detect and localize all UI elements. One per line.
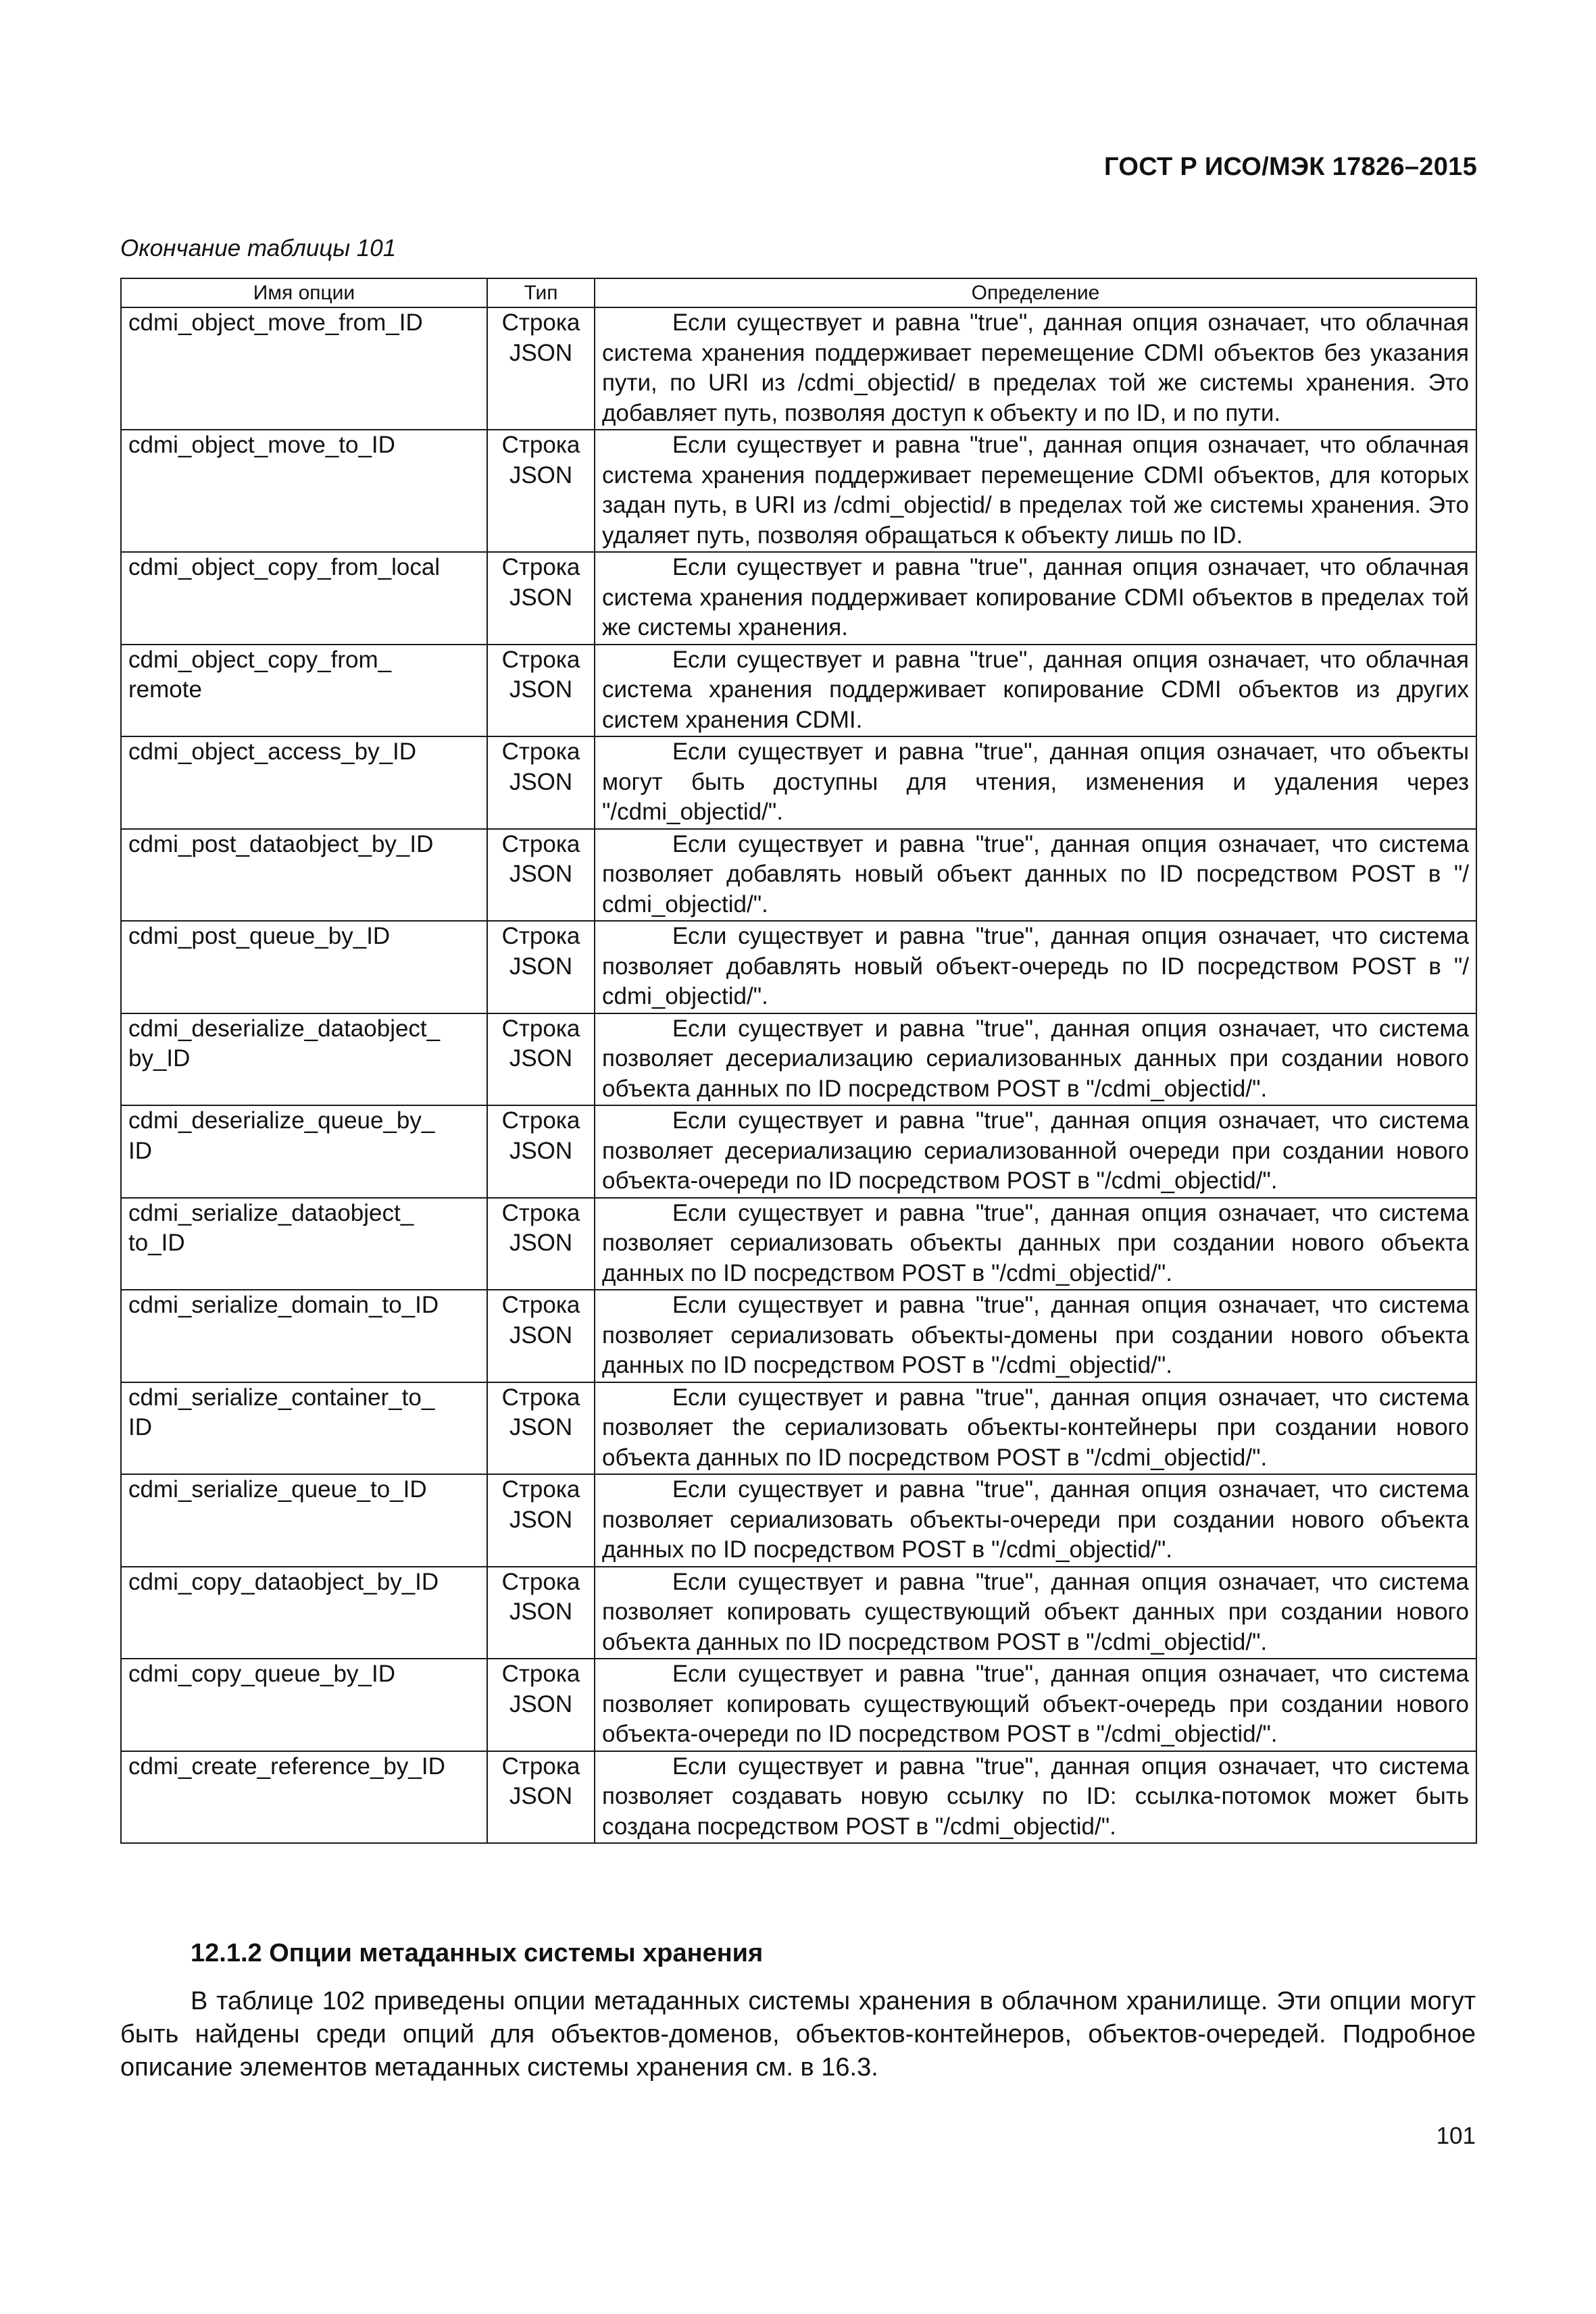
option-definition: Если существует и равна "true", данная опция означает, что облачная система хранения поддерживает перемещение CDMI объектов, для которых задан путь, в URI из /cdmi_objectid/ в пределах той же системы хранения. Это удаляет путь, позволяя обращаться к объекту лишь по ID. bbox=[595, 430, 1476, 552]
table-row bbox=[121, 1659, 1476, 1751]
table-row bbox=[121, 829, 1476, 922]
table-header-row bbox=[121, 278, 1476, 307]
option-type: Строка JSON bbox=[487, 1751, 595, 1844]
body-paragraph: В таблице 102 приведены опции метаданных системы хранения в облачном хранилище. Эти опции могут быть найдены среди опций для объектов-доменов, объектов-контейнеров, объектов-очередей. Подробное описание элементов метаданных системы хранения см. в 16.3. bbox=[120, 1987, 1476, 2082]
option-type: Строка JSON bbox=[487, 1382, 595, 1475]
option-name: cdmi_deserialize_dataobject_ by_ID bbox=[121, 1013, 487, 1106]
column-header-definition: Определение bbox=[595, 278, 1476, 307]
standard-designation: ГОСТ Р ИСО/МЭК 17826–2015 bbox=[1104, 153, 1477, 181]
option-type: Строка JSON bbox=[487, 430, 595, 552]
option-definition: Если существует и равна "true", данная опция означает, что система позволяет добавлять новый объект-очередь по ID посредством POST в "/ cdmi_objectid/". bbox=[595, 921, 1476, 1013]
option-type: Строка JSON bbox=[487, 645, 595, 737]
option-name: cdmi_copy_dataobject_by_ID bbox=[121, 1567, 487, 1659]
table-row bbox=[121, 736, 1476, 829]
table-row bbox=[121, 1105, 1476, 1198]
option-type: Строка JSON bbox=[487, 1659, 595, 1751]
option-type: Строка JSON bbox=[487, 1105, 595, 1198]
option-name: cdmi_object_access_by_ID bbox=[121, 736, 487, 829]
table-row bbox=[121, 1382, 1476, 1475]
option-definition: Если существует и равна "true", данная опция означает, что система позволяет сериализовать объекты-домены при создании нового объекта данных по ID посредством POST в "/cdmi_objectid/". bbox=[595, 1290, 1476, 1382]
option-definition: Если существует и равна "true", данная опция означает, что облачная система хранения поддерживает копирование CDMI объектов в пределах той же системы хранения. bbox=[595, 552, 1476, 645]
option-definition: Если существует и равна "true", данная опция означает, что система позволяет создавать новую ссылку по ID: ссылка-потомок может быть создана посредством POST в "/cdmi_objectid/". bbox=[595, 1751, 1476, 1844]
option-name: cdmi_object_copy_from_local bbox=[121, 552, 487, 645]
page-number: 101 bbox=[1436, 2123, 1476, 2149]
option-definition: Если существует и равна "true", данная опция означает, что система позволяет the сериализовать объекты-контейнеры при создании нового объекта данных по ID посредством POST в "/cdmi_objectid/". bbox=[595, 1382, 1476, 1475]
option-type: Строка JSON bbox=[487, 1198, 595, 1290]
option-type: Строка JSON bbox=[487, 1013, 595, 1106]
option-definition: Если существует и равна "true", данная опция означает, что система позволяет копировать существующий объект данных при создании нового объекта данных по ID посредством POST в "/cdmi_objectid/". bbox=[595, 1567, 1476, 1659]
option-name: cdmi_post_queue_by_ID bbox=[121, 921, 487, 1013]
table-row bbox=[121, 307, 1476, 430]
table-row bbox=[121, 1290, 1476, 1382]
option-definition: Если существует и равна "true", данная опция означает, что объекты могут быть доступны для чтения, изменения и удаления через "/cdmi_objectid/". bbox=[595, 736, 1476, 829]
option-name: cdmi_create_reference_by_ID bbox=[121, 1751, 487, 1844]
option-type: Строка JSON bbox=[487, 829, 595, 922]
option-type: Строка JSON bbox=[487, 921, 595, 1013]
option-definition: Если существует и равна "true", данная опция означает, что облачная система хранения поддерживает копирование CDMI объектов из других систем хранения CDMI. bbox=[595, 645, 1476, 737]
column-header-type: Тип bbox=[487, 278, 595, 307]
option-definition: Если существует и равна "true", данная опция означает, что система позволяет сериализовать объекты-очереди при создании нового объекта данных по ID посредством POST в "/cdmi_objectid/". bbox=[595, 1474, 1476, 1567]
column-header-name: Имя опции bbox=[121, 278, 487, 307]
options-table bbox=[120, 278, 1477, 1844]
option-definition: Если существует и равна "true", данная опция означает, что система позволяет добавлять новый объект данных по ID посредством POST в "/ cdmi_objectid/". bbox=[595, 829, 1476, 922]
option-name: cdmi_object_move_to_ID bbox=[121, 430, 487, 552]
table-row bbox=[121, 430, 1476, 552]
option-type: Строка JSON bbox=[487, 552, 595, 645]
table-caption: Окончание таблицы 101 bbox=[120, 235, 397, 261]
table-row bbox=[121, 1474, 1476, 1567]
option-name: cdmi_object_copy_from_ remote bbox=[121, 645, 487, 737]
option-type: Строка JSON bbox=[487, 736, 595, 829]
option-name: cdmi_serialize_dataobject_ to_ID bbox=[121, 1198, 487, 1290]
option-definition: Если существует и равна "true", данная опция означает, что система позволяет десериализацию сериализованных данных при создании нового объекта данных по ID посредством POST в "/cdmi_objectid/". bbox=[595, 1013, 1476, 1106]
option-type: Строка JSON bbox=[487, 1290, 595, 1382]
table-row bbox=[121, 552, 1476, 645]
option-name: cdmi_copy_queue_by_ID bbox=[121, 1659, 487, 1751]
table-row bbox=[121, 645, 1476, 737]
option-type: Строка JSON bbox=[487, 1474, 595, 1567]
section-heading: 12.1.2 Опции метаданных системы хранения bbox=[191, 1939, 764, 1967]
table-row bbox=[121, 1198, 1476, 1290]
option-definition: Если существует и равна "true", данная опция означает, что система позволяет сериализовать объекты данных при создании нового объекта данных по ID посредством POST в "/cdmi_objectid/". bbox=[595, 1198, 1476, 1290]
option-name: cdmi_object_move_from_ID bbox=[121, 307, 487, 430]
option-definition: Если существует и равна "true", данная опция означает, что система позволяет копировать существующий объект-очередь при создании нового объекта-очереди по ID посредством POST в "/cdmi_objectid/". bbox=[595, 1659, 1476, 1751]
option-name: cdmi_serialize_queue_to_ID bbox=[121, 1474, 487, 1567]
option-name: cdmi_serialize_domain_to_ID bbox=[121, 1290, 487, 1382]
option-type: Строка JSON bbox=[487, 307, 595, 430]
option-definition: Если существует и равна "true", данная опция означает, что облачная система хранения поддерживает перемещение CDMI объектов без указания пути, по URI из /cdmi_objectid/ в пределах той же системы хранения. Это добавляет путь, позволяя доступ к объекту и по ID, и по пути. bbox=[595, 307, 1476, 430]
option-name: cdmi_post_dataobject_by_ID bbox=[121, 829, 487, 922]
option-type: Строка JSON bbox=[487, 1567, 595, 1659]
option-name: cdmi_serialize_container_to_ ID bbox=[121, 1382, 487, 1475]
table-row bbox=[121, 921, 1476, 1013]
table-row bbox=[121, 1013, 1476, 1106]
option-definition: Если существует и равна "true", данная опция означает, что система позволяет десериализацию сериализованной очереди при создании нового объекта-очереди по ID посредством POST в "/cdmi_objectid/". bbox=[595, 1105, 1476, 1198]
option-name: cdmi_deserialize_queue_by_ ID bbox=[121, 1105, 487, 1198]
table-row bbox=[121, 1567, 1476, 1659]
table-row bbox=[121, 1751, 1476, 1844]
